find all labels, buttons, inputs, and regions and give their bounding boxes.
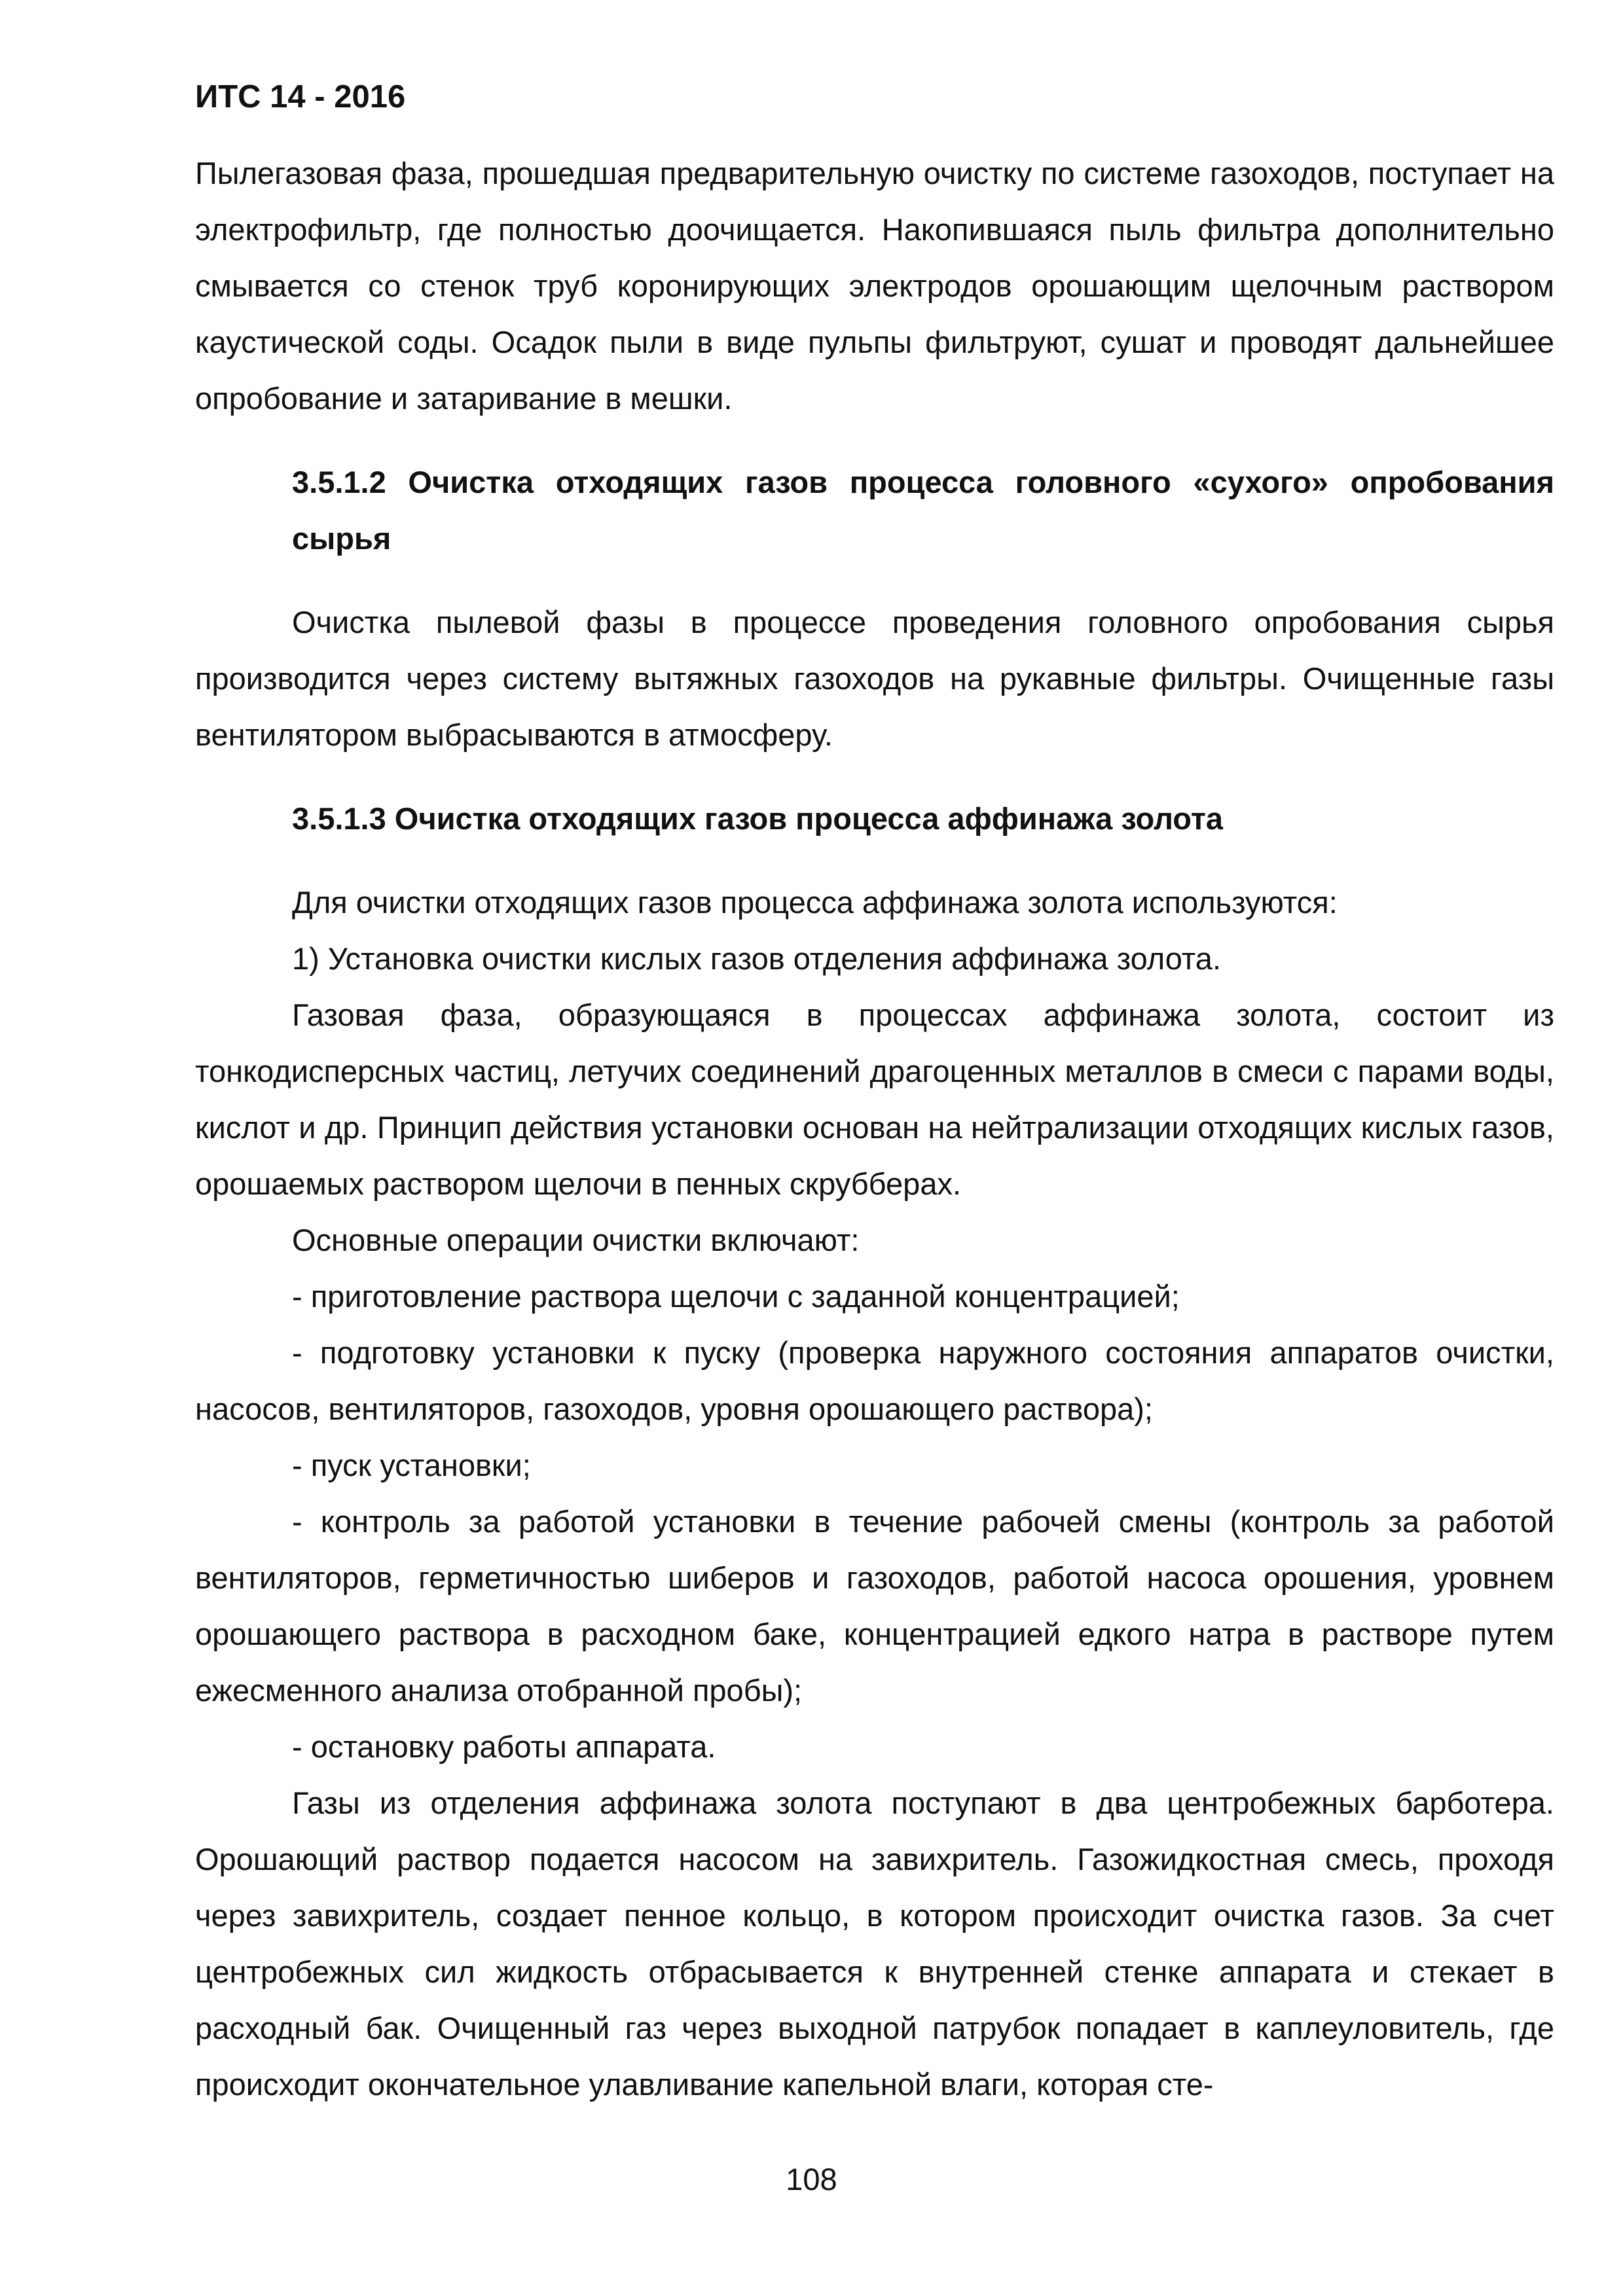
paragraph-electrofilter: Пылегазовая фаза, прошедшая предварительную очистку по системе газоходов, поступает на электрофильтр, где полностью доочищается. Накопившаяся пыль фильтра дополнительно смывается со стенок труб коронирующих электродов орошающим щелочным раствором каустической соды. Осадок пыли в виде пульпы фильтруют, сушат и проводят дальнейшее опробование и затаривание в мешки.: [195, 156, 1554, 416]
list-item: - контроль за работой установки в течение рабочей смены (контроль за работой вентиляторов, герметичностью шиберов и газоходов, работой насоса орошения, уровнем орошающего раствора в расходном баке, концентрацией едкого натра в растворе путем ежесменного анализа отобранной пробы);: [195, 1504, 1554, 1708]
list-item: - пуск установки;: [292, 1448, 531, 1482]
list-item: - остановку работы аппарата.: [292, 1729, 716, 1764]
paragraph-head-sampling: Очистка пылевой фазы в процессе проведения головного опробования сырья производится через систему вытяжных газоходов на рукавные фильтры. Очищенные газы вентилятором выбрасываются в атмосферу.: [195, 605, 1554, 752]
paragraph-gas-phase: Газовая фаза, образующаяся в процессах аффинажа золота, состоит из тонкодисперсных частиц, летучих соединений драгоценных металлов в смеси с парами воды, кислот и др. Принцип действия установки основан на нейтрализации отходящих кислых газов, орошаемых раствором щелочи в пенных скрубберах.: [195, 997, 1554, 1201]
list-item: - подготовку установки к пуску (проверка наружного состояния аппаратов очистки, насосов, вентиляторов, газоходов, уровня орошающего раствора);: [195, 1335, 1554, 1426]
paragraph-used-for: Для очистки отходящих газов процесса аффинажа золота используются:: [292, 885, 1338, 920]
paragraph-operations-intro: Основные операции очистки включают:: [292, 1223, 860, 1257]
document-header: ИТС 14 - 2016: [195, 79, 406, 115]
section-heading-3-5-1-3: 3.5.1.3 Очистка отходящих газов процесса аффинажа золота: [292, 801, 1224, 836]
page-number: 108: [786, 2162, 837, 2197]
paragraph-item-1: 1) Установка очистки кислых газов отделения аффинажа золота.: [292, 941, 1221, 976]
document-body: [195, 145, 1554, 2113]
section-heading-3-5-1-2: 3.5.1.2 Очистка отходящих газов процесса головного «сухого» опробования сырья: [292, 465, 1554, 556]
paragraph-barboter: Газы из отделения аффинажа золота поступают в два центробежных барботера. Орошающий раствор подается насосом на завихритель. Газожидкостная смесь, проходя через завихритель, создает пенное кольцо, в котором происходит очистка газов. За счет центробежных сил жидкость отбрасывается к внутренней стенке аппарата и стекает в расходный бак. Очищенный газ через выходной патрубок попадает в каплеуловитель, где происходит окончательное улавливание капельной влаги, которая сте-: [195, 1785, 1554, 2102]
list-item: - приготовление раствора щелочи с заданной концентрацией;: [292, 1279, 1180, 1314]
